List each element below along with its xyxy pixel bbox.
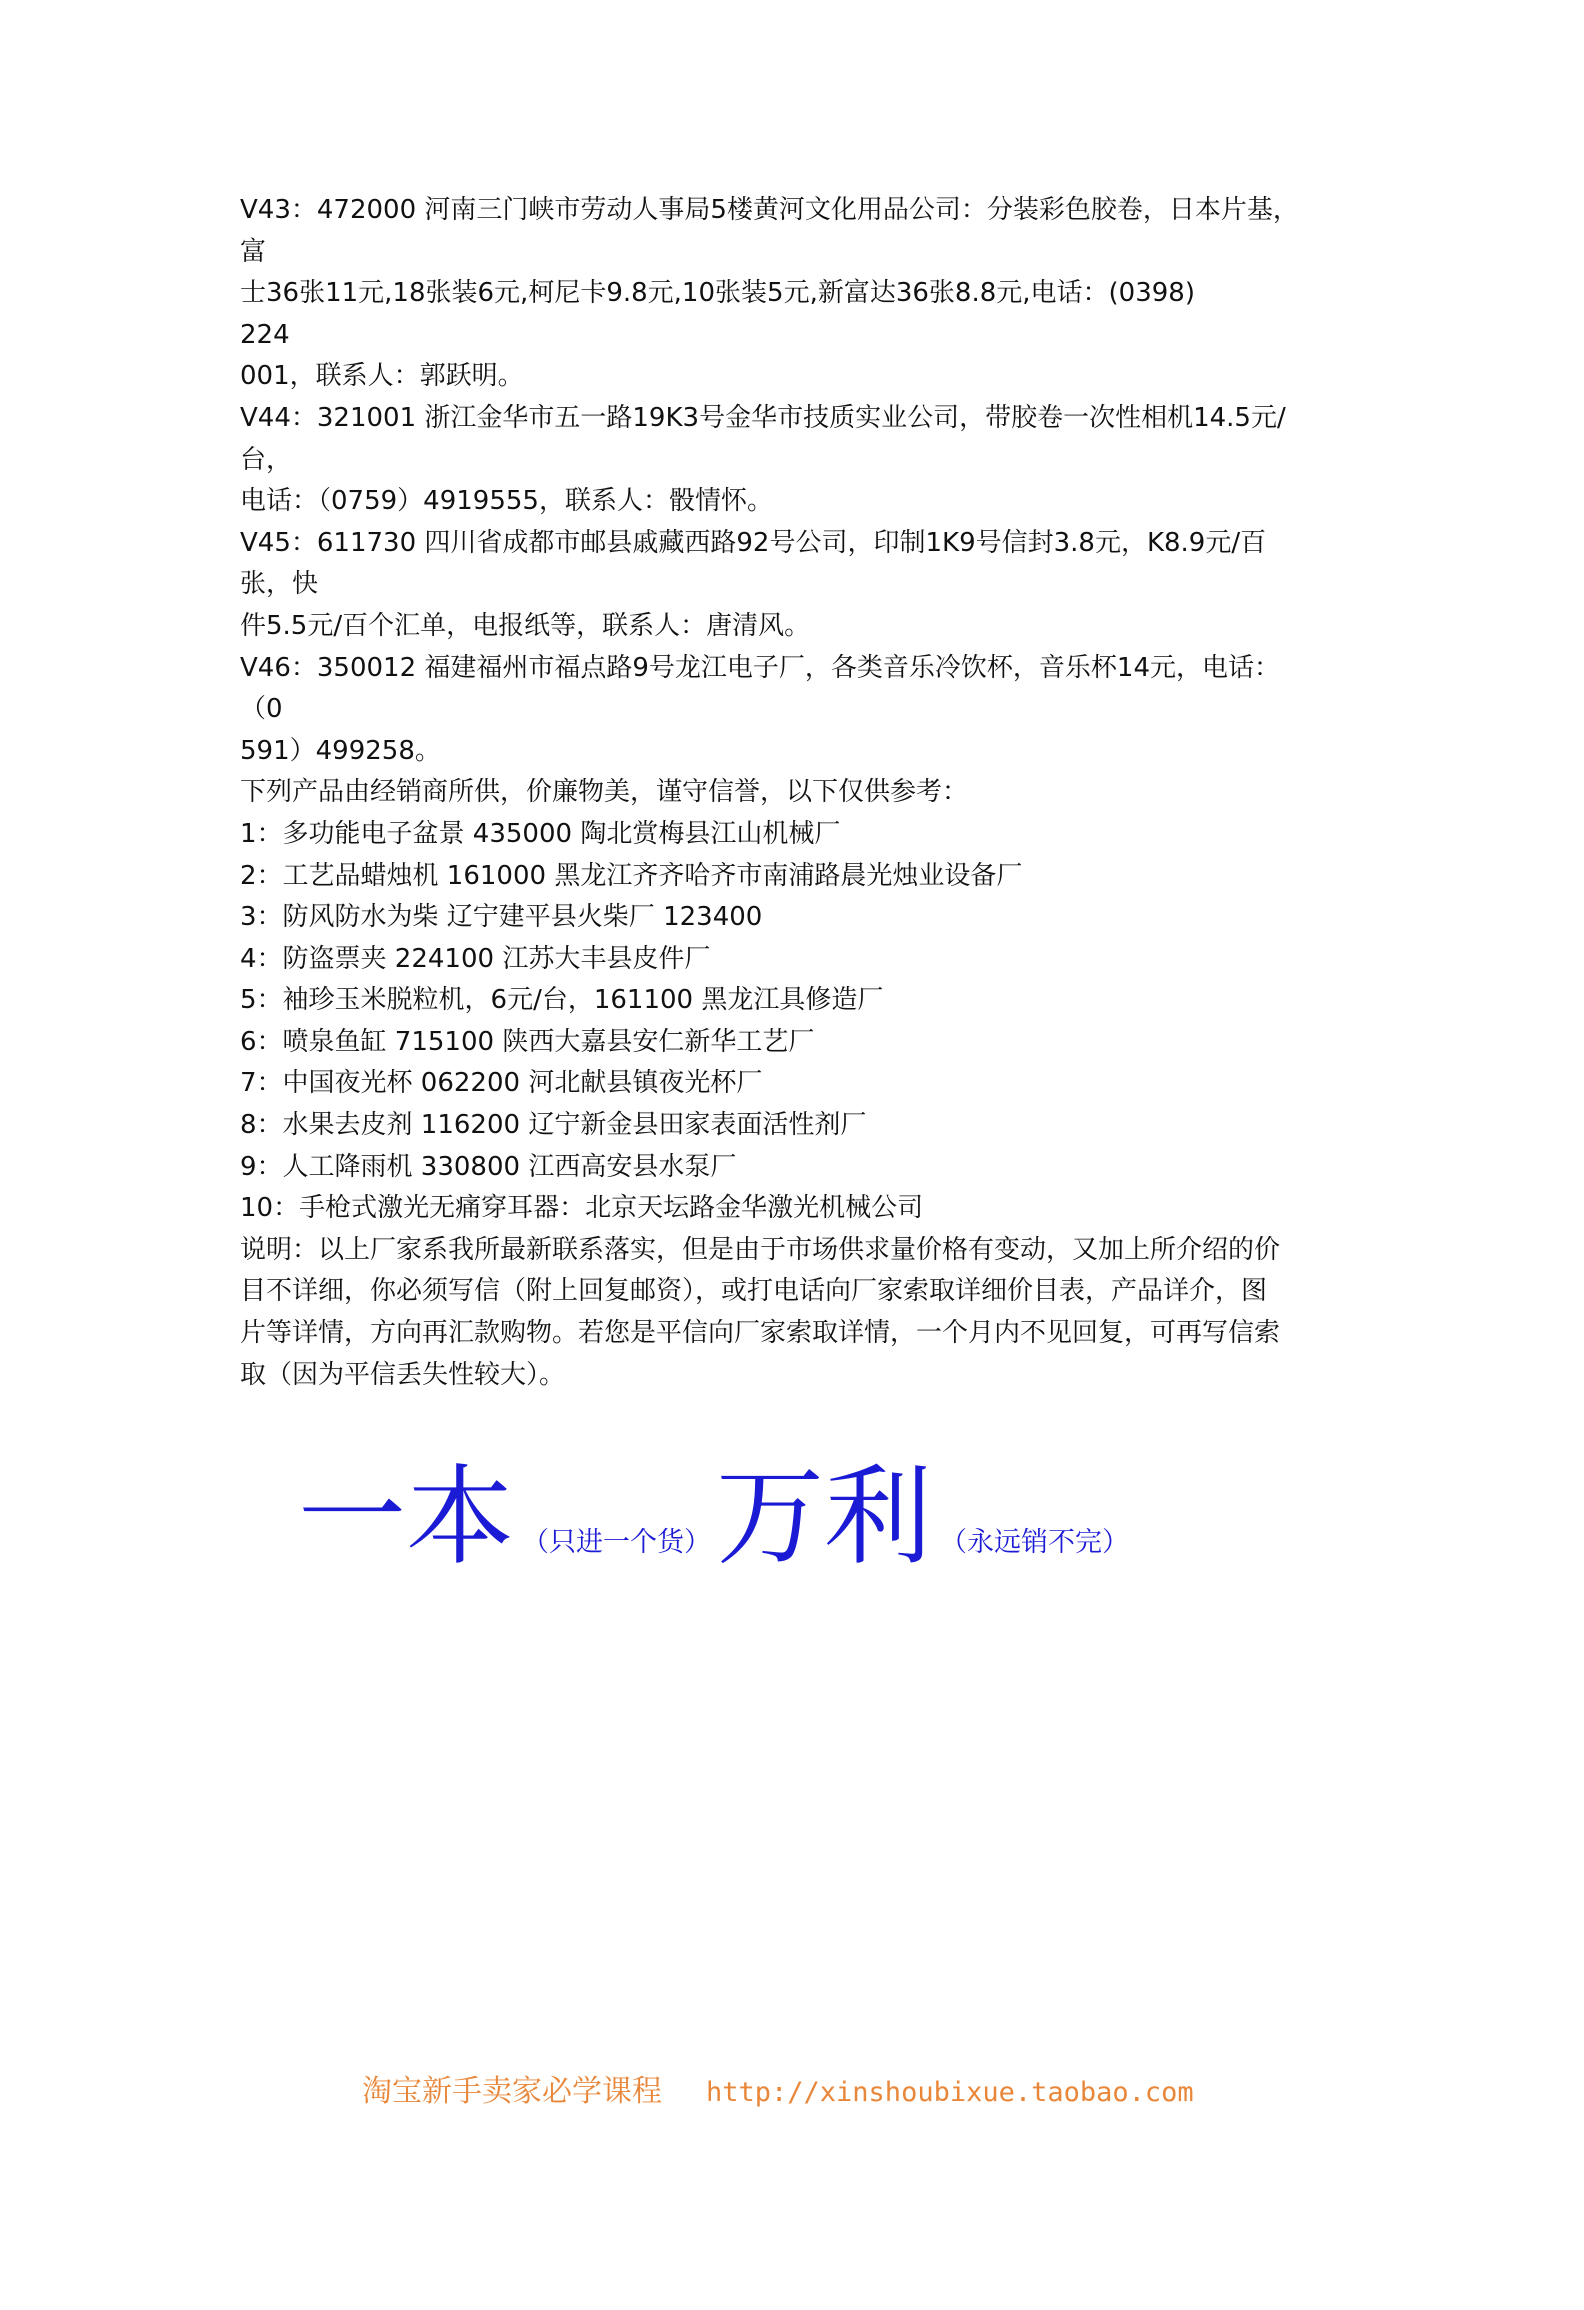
text-line: 取（因为平信丢失性较大）。 [240,1359,566,1390]
text-line: V43：472000 河南三门峡市劳动人事局5楼黄河文化用品公司：分装彩色胶卷，日本片基， [240,195,1299,225]
list-item: 4：防盗票夹 224100 江苏大丰县皮件厂 [240,943,711,974]
list-item: 10：手枪式激光无痛穿耳器：北京天坛路金华激光机械公司 [240,1193,924,1224]
text-line: 224 [240,319,290,350]
text-line: 富 [240,236,267,267]
text-line: 591）499258。 [240,735,441,766]
slogan-part1-note: （只进一个货） [522,1527,711,1558]
footer-url-link[interactable]: http://xinshoubixue.taobao.com [706,2077,1194,2108]
slogan-part2: 万利 [716,1455,933,1580]
text-line: 说明：以上厂家系我所最新联系落实，但是由于市场供求量价格有变动，又加上所介绍的价 [240,1234,1281,1265]
text-line: V45：611730 四川省成都市邮县戚藏西路92号公司，印制1K9号信封3.8元，K8.9元/百 [240,527,1267,558]
list-item: 1：多功能电子盆景 435000 陶北赏梅县江山机械厂 [240,818,841,849]
text-line: 片等详情，方向再汇款购物。若您是平信向厂家索取详情，一个月内不见回复，可再写信索 [240,1318,1281,1349]
list-item: 9：人工降雨机 330800 江西高安县水泵厂 [240,1151,737,1182]
text-line: V46：350012 福建福州市福点路9号龙江电子厂，各类音乐冷饮杯，音乐杯14元，电话： [240,652,1281,683]
list-item: 5：袖珍玉米脱粒机，6元/台，161100 黑龙江具修造厂 [240,985,884,1016]
text-line: 台， [240,444,293,475]
text-line: （0 [240,694,283,725]
text-line: 001，联系人：郭跃明。 [240,361,524,392]
text-line: 张，快 [240,569,319,600]
text-line: 下列产品由经销商所供，价廉物美，谨守信誉，以下仅供参考： [240,777,969,808]
text-line: V44：321001 浙江金华市五一路19K3号金华市技质实业公司，带胶卷一次性相机14.5元/ [240,402,1286,433]
slogan-part2-note: （永远销不完） [940,1527,1129,1558]
list-item: 8：水果去皮剂 116200 辽宁新金县田家表面活性剂厂 [240,1110,867,1141]
text-line: 士36张11元,18张装6元,柯尼卡9.8元,10张装5元,新富达36张8.8元,电话：(0398) [240,278,1195,309]
text-line: 电话：（0759）4919555，联系人：骰情怀。 [240,486,773,517]
text-line: 件5.5元/百个汇单，电报纸等，联系人：唐清风。 [240,610,811,641]
slogan-part1: 一本 [298,1455,515,1580]
list-item: 2：工艺品蜡烛机 161000 黑龙江齐齐哈齐市南浦路晨光烛业设备厂 [240,860,1023,891]
list-item: 7：中国夜光杯 062200 河北献县镇夜光杯厂 [240,1068,763,1099]
list-item: 6：喷泉鱼缸 715100 陕西大嘉县安仁新华工艺厂 [240,1026,815,1057]
list-item: 3：防风防水为柴 辽宁建平县火柴厂 123400 [240,902,763,933]
footer-label: 淘宝新手卖家必学课程 [362,2074,662,2109]
footer [362,2072,1194,2113]
document-body [240,190,1350,1396]
text-line: 目不详细，你必须写信（附上回复邮资），或打电话向厂家索取详细价目表，产品详介，图 [240,1276,1268,1307]
